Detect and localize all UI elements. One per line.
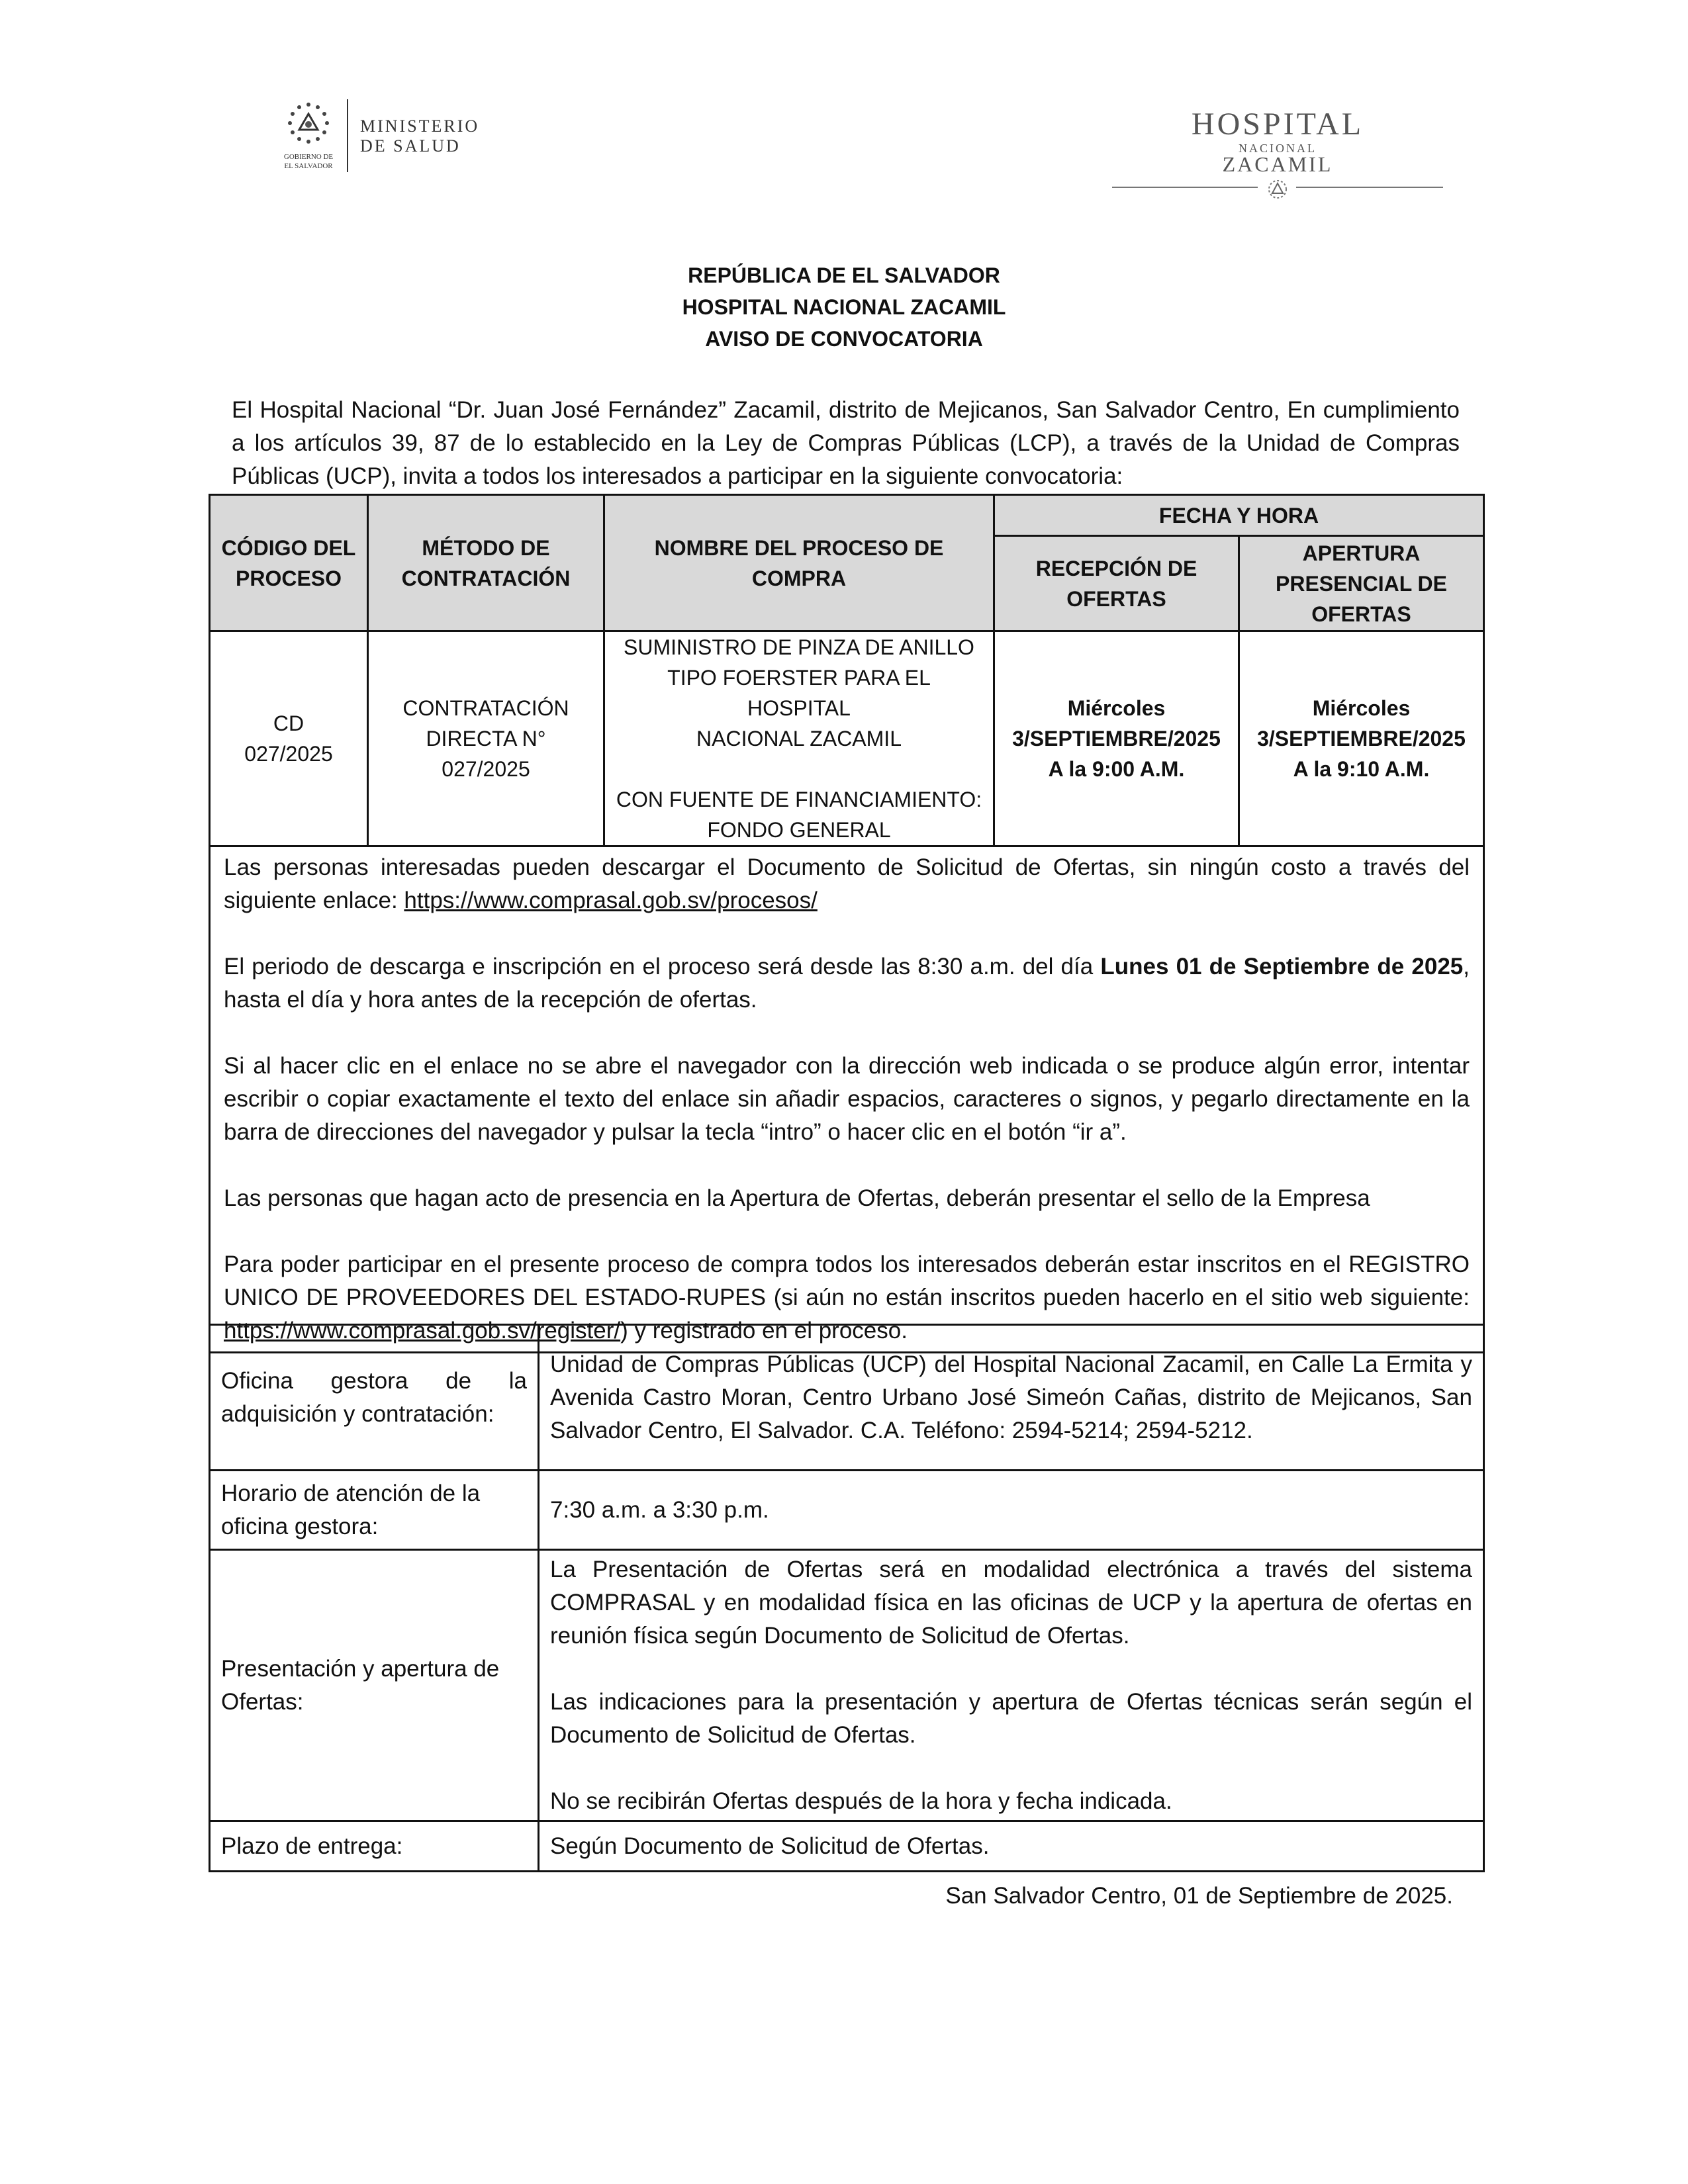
cell-apertura: Miércoles 3/SEPTIEMBRE/2025 A la 9:10 A.M. xyxy=(1239,631,1484,846)
header-recepcion: RECEPCIÓN DE OFERTAS xyxy=(994,536,1239,631)
label-oficina: Oficina gestora de la adquisición y contratación: xyxy=(210,1325,539,1471)
label-plazo: Plazo de entrega: xyxy=(210,1821,539,1872)
header-nombre: NOMBRE DEL PROCESO DE COMPRA xyxy=(604,495,994,631)
cell-codigo: CD 027/2025 xyxy=(210,631,368,846)
cell-nombre: SUMINISTRO DE PINZA DE ANILLO TIPO FOERSTER PARA EL HOSPITAL NACIONAL ZACAMIL CON FUENTE DE FINANCIAMIENTO: FONDO GENERAL xyxy=(604,631,994,846)
header-codigo: CÓDIGO DEL PROCESO xyxy=(210,495,368,631)
logo-rule-left xyxy=(1112,187,1258,188)
value-oficina: Unidad de Compras Públicas (UCP) del Hospital Nacional Zacamil, en Calle La Ermita y Avenida Castro Moran, Centro Urbano José Simeón Cañas, distrito de Mejicanos, San Salvador Centro, El Salvador. C.A. Teléfono: 2594-5214; 2594-5212. xyxy=(539,1325,1484,1471)
header-apertura: APERTURA PRESENCIAL DE OFERTAS xyxy=(1239,536,1484,631)
info-instructions: Si al hacer clic en el enlace no se abre el navegador con la dirección web indicada o se produce algún error, intentar escribir o copiar exactamente el texto del enlace sin añadir espacios, caracteres o signos, y pegarlo directamente en la barra de direcciones del navegador y pulsar la tecla “intro” o hacer clic en el botón “ir a”. xyxy=(224,1053,1470,1145)
ministerio-logo xyxy=(278,98,490,174)
hospital-logo xyxy=(1112,106,1443,212)
title-hospital: HOSPITAL NACIONAL ZACAMIL xyxy=(682,295,1006,319)
title-country: REPÚBLICA DE EL SALVADOR xyxy=(688,263,1000,287)
hospital-wordmark-nacional: NACIONAL xyxy=(1239,142,1317,155)
cell-recepcion: Miércoles 3/SEPTIEMBRE/2025 A la 9:00 A.M. xyxy=(994,631,1239,846)
info-presence: Las personas que hagan acto de presencia en la Apertura de Ofertas, deberán presentar el sello de la Empresa xyxy=(224,1185,1370,1211)
svg-text:GOBIERNO DE: GOBIERNO DE xyxy=(283,153,334,161)
intro-paragraph: El Hospital Nacional “Dr. Juan José Fernández” Zacamil, distrito de Mejicanos, San Salvador Centro, En cumplimiento a los artículos 39, 87 de lo establecido en la Ley de Compras Públicas (LCP), a través de la Unidad de Compras Públicas (UCP), invita a todos los interesados a participar en la siguiente convocatoria: xyxy=(232,397,1460,489)
value-plazo: Según Documento de Solicitud de Ofertas. xyxy=(539,1821,1484,1872)
emblem-icon xyxy=(1266,177,1289,201)
hospital-wordmark-zacamil: ZACAMIL xyxy=(1222,152,1333,176)
value-horario: 7:30 a.m. a 3:30 p.m. xyxy=(539,1471,1484,1550)
ministerio-wordmark: MINISTERIO DE SALUD xyxy=(360,116,480,156)
svg-text:EL SALVADOR: EL SALVADOR xyxy=(284,162,333,170)
value-presentacion: La Presentación de Ofertas será en modalidad electrónica a través del sistema COMPRASAL y en modalidad física en las oficinas de UCP y la apertura de ofertas en reunión física según Documento de Solicitud de Ofertas. Las indicaciones para la presentación y apertura de Ofertas técnicas serán según el Documento de Solicitud de Ofertas. No se recibirán Ofertas después de la hora y fecha indicada. xyxy=(539,1550,1484,1821)
header-metodo: MÉTODO DE CONTRATACIÓN xyxy=(368,495,604,631)
logo-rule-right xyxy=(1296,187,1443,188)
procesos-link[interactable]: https://www.comprasal.gob.sv/procesos/ xyxy=(404,887,818,913)
cell-metodo: CONTRATACIÓN DIRECTA N° 027/2025 xyxy=(368,631,604,846)
label-presentacion: Presentación y apertura de Ofertas: xyxy=(210,1550,539,1821)
info-rupes: Para poder participar en el presente proceso de compra todos los interesados deberán estar inscritos en el REGISTRO UNICO DE PROVEEDORES DEL ESTADO-RUPES (si aún no están inscritos pueden hacerlo en el sitio web siguiente: https://www.comprasal.gob.sv/register/) y registrado en el proceso. xyxy=(224,1251,1470,1343)
process-table xyxy=(209,494,1485,1353)
details-table xyxy=(209,1324,1485,1872)
info-period: El periodo de descarga e inscripción en el proceso será desde las 8:30 a.m. del día Lunes 01 de Septiembre de 2025, hasta el día y hora antes de la recepción de ofertas. xyxy=(224,954,1470,1013)
info-block xyxy=(210,846,1484,1353)
title-notice: AVISO DE CONVOCATORIA xyxy=(705,327,983,351)
header-fecha-hora: FECHA Y HORA xyxy=(994,495,1484,536)
hospital-wordmark: HOSPITAL xyxy=(1191,107,1364,142)
logo-divider xyxy=(347,99,348,172)
info-download: Las personas interesadas pueden descargar el Documento de Solicitud de Ofertas, sin ningún costo a través del siguiente enlace: https://www.comprasal.gob.sv/procesos/ xyxy=(224,854,1470,913)
register-link[interactable]: https://www.comprasal.gob.sv/register/ xyxy=(224,1318,621,1343)
place-date: San Salvador Centro, 01 de Septiembre de 2025. xyxy=(945,1883,1453,1909)
el-salvador-seal-icon xyxy=(278,98,339,174)
label-horario: Horario de atención de la oficina gestora: xyxy=(210,1471,539,1550)
